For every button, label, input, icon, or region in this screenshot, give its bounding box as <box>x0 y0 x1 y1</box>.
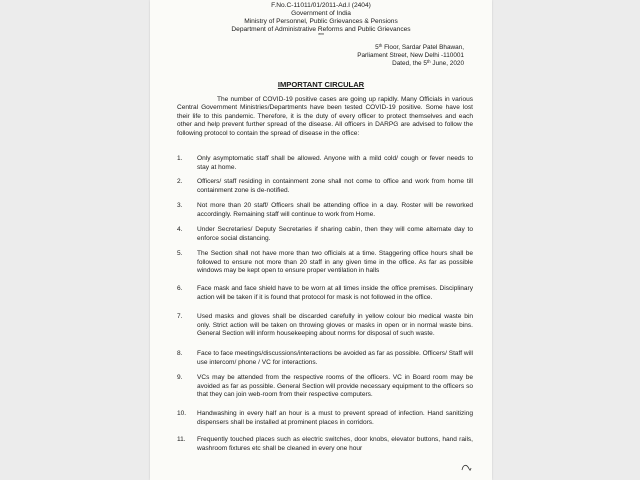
protocol-item-number: 7. <box>177 313 183 320</box>
address-floor: 5th Floor, Sardar Patel Bhawan, <box>375 43 464 51</box>
protocol-item-number: 4. <box>177 226 183 233</box>
protocol-item-text: Face to face meetings/discussions/interactions be avoided as far as possible. Officers/ Staff will use intercom/ phone / VC for interactions. <box>197 350 473 366</box>
protocol-item-number: 6. <box>177 285 183 292</box>
protocol-item-number: 1. <box>177 155 183 162</box>
protocol-item-text: Not more than 20 staff/ Officers shall be attending office in a day. Roster will be reworked accordingly. Remaining staff will continue to work from Home. <box>197 202 473 218</box>
circular-page <box>150 0 492 480</box>
protocol-item-text: Handwashing in every half an hour is a must to prevent spread of infection. Hand sanitizing dispensers shall be installed at prominent places in corridors. <box>197 410 473 426</box>
protocol-item-text: VCs may be attended from the respective rooms of the officers. VC in Board room may be avoided as far as possible. General Section will provide necessary equipment to the officers so that they can join web-room from their respective computers. <box>197 374 473 399</box>
header-separator: *** <box>318 33 324 39</box>
protocol-item-number: 11. <box>177 436 186 443</box>
protocol-item-text: Frequently touched places such as electric switches, door knobs, elevator buttons, hand rails, washroom fixtures etc shall be cleaned in every one hour <box>197 436 473 452</box>
protocol-item-number: 10. <box>177 410 187 417</box>
government-name: Government of India <box>291 10 351 17</box>
intro-paragraph: The number of COVID-19 positive cases are going up rapidly. Many Officials in various Central Government Ministries/Departments have been tested COVID-19 positive. Some have lost their life to this pandemic. Therefore, it is the duty of every officer to protect themselves and each other and help prevent further spread of the disease. All officers in DARPG are advised to follow the following protocol to contain the spread of disease in the office: <box>177 96 473 137</box>
protocol-item-text: The Section shall not have more than two officials at a time. Staggering office hours shall be followed to ensure not more than 20 staff in any given time in the office. As far as possible windows may be kept open to ensure proper ventilation in halls <box>197 250 473 275</box>
protocol-item-number: 5. <box>177 250 183 257</box>
protocol-item-number: 3. <box>177 202 183 209</box>
protocol-item-text: Under Secretaries/ Deputy Secretaries if sharing cabin, then they will come alternate day to enforce social distancing. <box>197 226 473 242</box>
protocol-item-text: Only asymptomatic staff shall be allowed. Anyone with a mild cold/ cough or fever needs to stay at home. <box>197 155 473 171</box>
address-street: Parliament Street, New Delhi -110001 <box>357 52 464 59</box>
protocol-item-text: Face mask and face shield have to be worn at all times inside the office premises. Disciplinary action will be taken if it is found that protocol for mask is not followed in the office. <box>197 285 473 301</box>
ministry-name: Ministry of Personnel, Public Grievances & Pensions <box>244 18 398 25</box>
protocol-item-text: Officers/ staff residing in containment zone shall not come to office and work from home till containment zone is de-notified. <box>197 178 473 194</box>
signature-mark-icon <box>460 462 472 474</box>
file-number: F.No.C-11011/01/2011-Ad.I (2404) <box>271 2 371 9</box>
protocol-item-number: 2. <box>177 178 183 185</box>
protocol-item-text: Used masks and gloves shall be discarded carefully in yellow colour bio medical waste bin only. Strict action will be taken on throwing gloves or masks in open or in normal waste bins. General Section will inform housekeeping about norms for disposal of such waste. <box>197 313 473 338</box>
protocol-item-number: 9. <box>177 374 183 381</box>
circular-title: IMPORTANT CIRCULAR <box>277 80 365 89</box>
circular-date: Dated, the 5th June, 2020 <box>392 59 464 67</box>
department-name: Department of Administrative Reforms and Public Grievances <box>231 26 411 33</box>
protocol-item-number: 8. <box>177 350 183 357</box>
